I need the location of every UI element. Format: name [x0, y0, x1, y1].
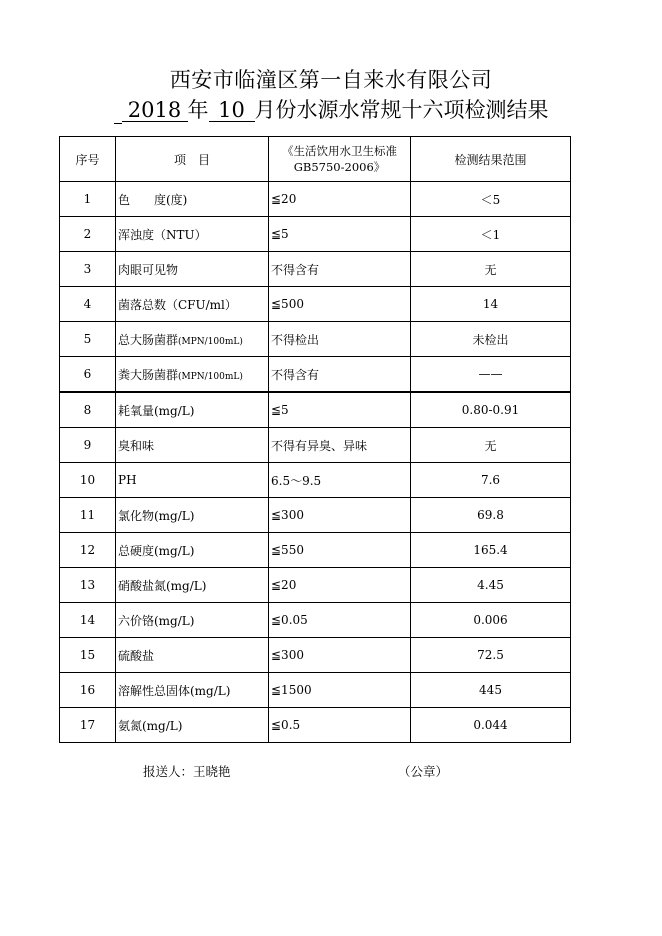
row-item-name: 色 度(度) — [118, 192, 188, 207]
row-number: 15 — [60, 638, 116, 673]
row-item-name: 硫酸盐 — [118, 648, 155, 663]
row-result: 无 — [411, 252, 571, 287]
row-item — [116, 533, 269, 568]
row-number: 1 — [60, 182, 116, 217]
company-title: 西安市临潼区第一自来水有限公司 — [169, 68, 493, 92]
row-standard: ≦5 — [269, 392, 411, 428]
row-item-name: 臭和味 — [118, 438, 155, 453]
row-item-name: 氨氮(mg/L) — [118, 718, 183, 733]
row-item — [116, 428, 269, 463]
row-number: 16 — [60, 673, 116, 708]
year-suffix: 年 — [187, 98, 209, 122]
row-result: 7.6 — [411, 463, 571, 498]
row-item-name: 菌落总数（CFU/ml） — [118, 297, 237, 312]
row-number: 12 — [60, 533, 116, 568]
row-item — [116, 463, 269, 498]
subtitle-rest: 月份水源水常规十六项检测结果 — [254, 98, 549, 122]
row-item-name: 肉眼可见物 — [118, 262, 179, 277]
row-standard: ≦5 — [269, 217, 411, 252]
row-result: 4.45 — [411, 568, 571, 603]
report-month: 10 — [209, 99, 255, 122]
row-standard: 不得有异臭、异味 — [269, 428, 411, 463]
row-standard: ≦1500 — [269, 673, 411, 708]
row-result: ＜5 — [411, 182, 571, 217]
table-row — [60, 533, 571, 568]
row-number: 6 — [60, 357, 116, 393]
row-item-name: 硝酸盐氮(mg/L) — [118, 578, 207, 593]
row-item-unit: (MPN/100mL) — [178, 371, 243, 382]
report-year: 2018 — [122, 99, 188, 122]
header-standard-line1: 《生活饮用水卫生标准 — [282, 144, 397, 158]
row-result: 445 — [411, 673, 571, 708]
table-row — [60, 708, 571, 743]
table-row — [60, 182, 571, 217]
row-item — [116, 603, 269, 638]
row-item — [116, 217, 269, 252]
row-item — [116, 498, 269, 533]
row-item — [116, 252, 269, 287]
row-result: 14 — [411, 287, 571, 322]
row-number: 10 — [60, 463, 116, 498]
row-standard: ≦500 — [269, 287, 411, 322]
table-row — [60, 568, 571, 603]
report-subtitle — [0, 94, 662, 124]
row-item — [116, 392, 269, 428]
row-number: 5 — [60, 322, 116, 357]
row-item-name: 耗氧量(mg/L) — [118, 403, 195, 418]
row-standard: ≦0.05 — [269, 603, 411, 638]
row-number: 2 — [60, 217, 116, 252]
row-number: 9 — [60, 428, 116, 463]
table-row — [60, 638, 571, 673]
row-item — [116, 673, 269, 708]
row-item-name: 氯化物(mg/L) — [118, 508, 195, 523]
row-result: 72.5 — [411, 638, 571, 673]
header-result: 检测结果范围 — [411, 137, 571, 182]
row-result: 165.4 — [411, 533, 571, 568]
row-item-name: PH — [118, 473, 137, 487]
row-standard: ≦20 — [269, 182, 411, 217]
row-result: 0.80-0.91 — [411, 392, 571, 428]
row-number: 13 — [60, 568, 116, 603]
row-item — [116, 638, 269, 673]
row-standard: ≦300 — [269, 638, 411, 673]
table-row — [60, 498, 571, 533]
results-table — [59, 136, 571, 743]
row-item-name: 浑浊度（NTU） — [118, 227, 207, 242]
row-item — [116, 182, 269, 217]
row-item — [116, 322, 269, 357]
row-result: 未检出 — [411, 322, 571, 357]
row-standard: ≦550 — [269, 533, 411, 568]
underline-pad — [114, 101, 122, 124]
row-result: 69.8 — [411, 498, 571, 533]
table-row — [60, 463, 571, 498]
row-number: 4 — [60, 287, 116, 322]
row-standard: 不得含有 — [269, 357, 411, 393]
table-row — [60, 252, 571, 287]
row-number: 8 — [60, 392, 116, 428]
row-standard: 6.5～9.5 — [269, 463, 411, 498]
row-number: 3 — [60, 252, 116, 287]
row-standard: 不得检出 — [269, 322, 411, 357]
table-row — [60, 428, 571, 463]
header-item: 项 目 — [116, 137, 269, 182]
row-item-unit: (MPN/100mL) — [178, 336, 243, 347]
table-header-row — [60, 137, 571, 182]
row-item — [116, 287, 269, 322]
table-row — [60, 357, 571, 393]
row-result: 0.044 — [411, 708, 571, 743]
header-standard-line2: GB5750-2006》 — [293, 160, 386, 174]
row-result: —— — [411, 357, 571, 393]
row-number: 11 — [60, 498, 116, 533]
row-standard: ≦0.5 — [269, 708, 411, 743]
seal-label: （公章） — [398, 764, 449, 779]
row-item — [116, 708, 269, 743]
row-number: 14 — [60, 603, 116, 638]
row-standard: ≦20 — [269, 568, 411, 603]
table-row — [60, 322, 571, 357]
row-item-name: 总大肠菌群 — [118, 332, 179, 347]
table-row — [60, 392, 571, 428]
row-standard: ≦300 — [269, 498, 411, 533]
row-item — [116, 357, 269, 393]
row-number: 17 — [60, 708, 116, 743]
row-item-name: 粪大肠菌群 — [118, 367, 179, 382]
row-result: 无 — [411, 428, 571, 463]
row-item-name: 六价铬(mg/L) — [118, 613, 195, 628]
row-standard: 不得含有 — [269, 252, 411, 287]
row-item — [116, 568, 269, 603]
row-item-name: 溶解性总固体(mg/L) — [118, 683, 231, 698]
reporter-label: 报送人：王晓艳 — [143, 764, 231, 779]
table-row — [60, 287, 571, 322]
table-row — [60, 217, 571, 252]
row-item-name: 总硬度(mg/L) — [118, 543, 195, 558]
row-result: ＜1 — [411, 217, 571, 252]
header-no: 序号 — [60, 137, 116, 182]
table-row — [60, 673, 571, 708]
table-row — [60, 603, 571, 638]
header-standard — [269, 137, 411, 182]
row-result: 0.006 — [411, 603, 571, 638]
